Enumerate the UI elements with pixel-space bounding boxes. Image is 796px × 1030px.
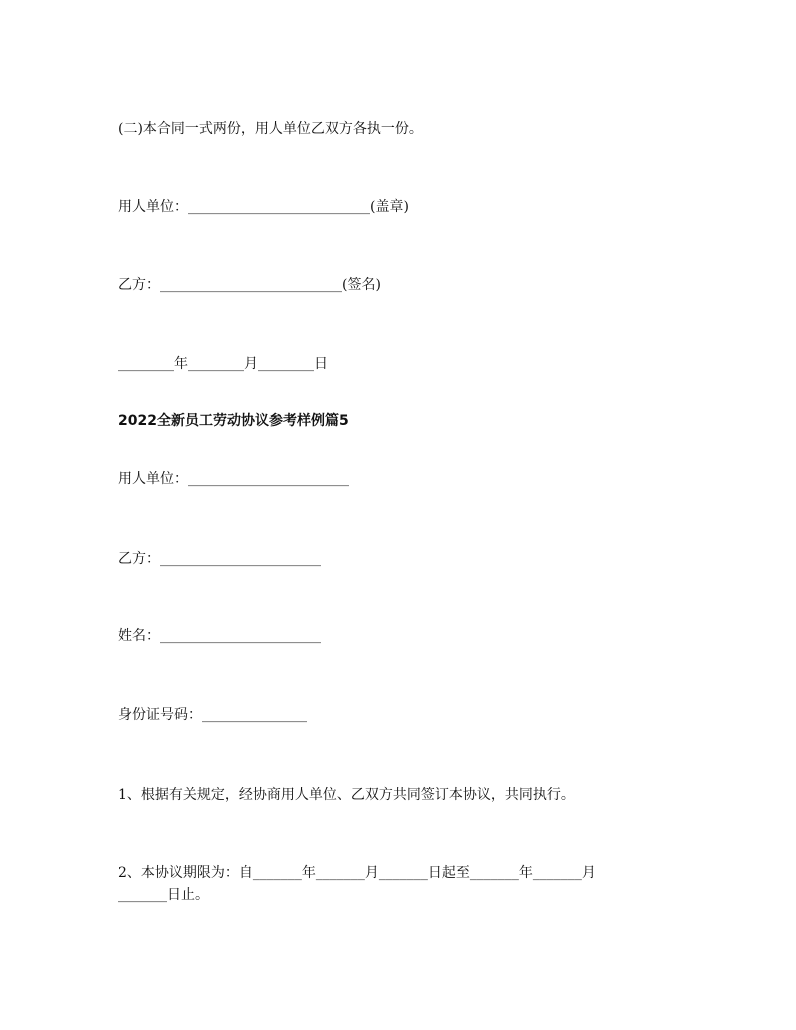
clause-2-line-2: _______日止。 xyxy=(118,887,209,903)
id-number-field: 身份证号码：_______________ xyxy=(118,707,307,723)
date-line: ________年________月________日 xyxy=(118,356,328,372)
section-heading: 2022全新员工劳动协议参考样例篇5 xyxy=(118,413,349,429)
copies-clause: (二)本合同一式两份，用人单位乙双方各执一份。 xyxy=(118,121,423,137)
employer-signature-line: 用人单位：__________________________(盖章) xyxy=(118,199,409,215)
name-field: 姓名：_______________________ xyxy=(118,628,321,644)
clause-2-line-1: 2、本协议期限为：自_______年_______月_______日起至_______年_______月 xyxy=(118,865,596,881)
clause-1: 1、根据有关规定，经协商用人单位、乙双方共同签订本协议，共同执行。 xyxy=(118,787,575,803)
party-b-field: 乙方：_______________________ xyxy=(118,551,321,567)
party-b-signature-line: 乙方：__________________________(签名) xyxy=(118,277,381,293)
employer-field: 用人单位：_______________________ xyxy=(118,471,349,487)
